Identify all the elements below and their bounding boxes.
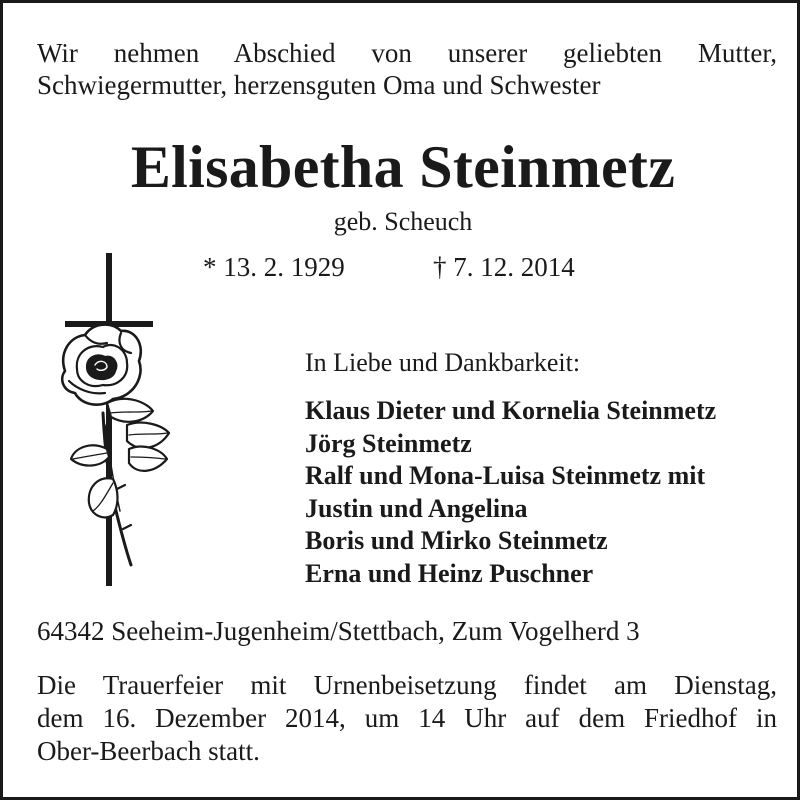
funeral-service-info [37, 669, 777, 768]
family-member: Ralf und Mona-Luisa Steinmetz mit [305, 461, 706, 490]
death-date: † 7. 12. 2014 [433, 252, 575, 282]
intro-line-2: Schwiegermutter, herzensguten Oma und Schwester [37, 70, 601, 100]
address: 64342 Seeheim-Jugenheim/Stettbach, Zum Vogelherd 3 [37, 616, 640, 646]
cross-and-rose-illustration [47, 253, 177, 588]
intro-line-1: Wir nehmen Abschied von unserer geliebten Mutter, [37, 38, 777, 68]
rose-icon [62, 325, 169, 565]
family-member: Justin und Angelina [305, 493, 528, 523]
family-list [305, 395, 775, 590]
service-line-1: Die Trauerfeier mit Urnenbeisetzung findet am Dienstag, [37, 670, 777, 700]
family-member: Boris und Mirko Steinmetz [305, 526, 608, 555]
intro-text [37, 37, 777, 101]
birth-date: * 13. 2. 1929 [203, 252, 345, 282]
service-line-3: Ober-Beerbach statt. [37, 736, 260, 766]
life-dates [203, 251, 575, 283]
deceased-name: Elisabetha Steinmetz [130, 134, 676, 200]
family-member: Klaus Dieter und Kornelia Steinmetz [305, 396, 717, 425]
thanks-heading: In Liebe und Dankbarkeit: [305, 348, 581, 377]
maiden-name: geb. Scheuch [333, 207, 473, 236]
family-member: Jörg Steinmetz [305, 428, 472, 458]
family-member: Erna und Heinz Puschner [305, 558, 594, 588]
service-line-2: dem 16. Dezember 2014, um 14 Uhr auf dem Friedhof in [37, 703, 777, 733]
